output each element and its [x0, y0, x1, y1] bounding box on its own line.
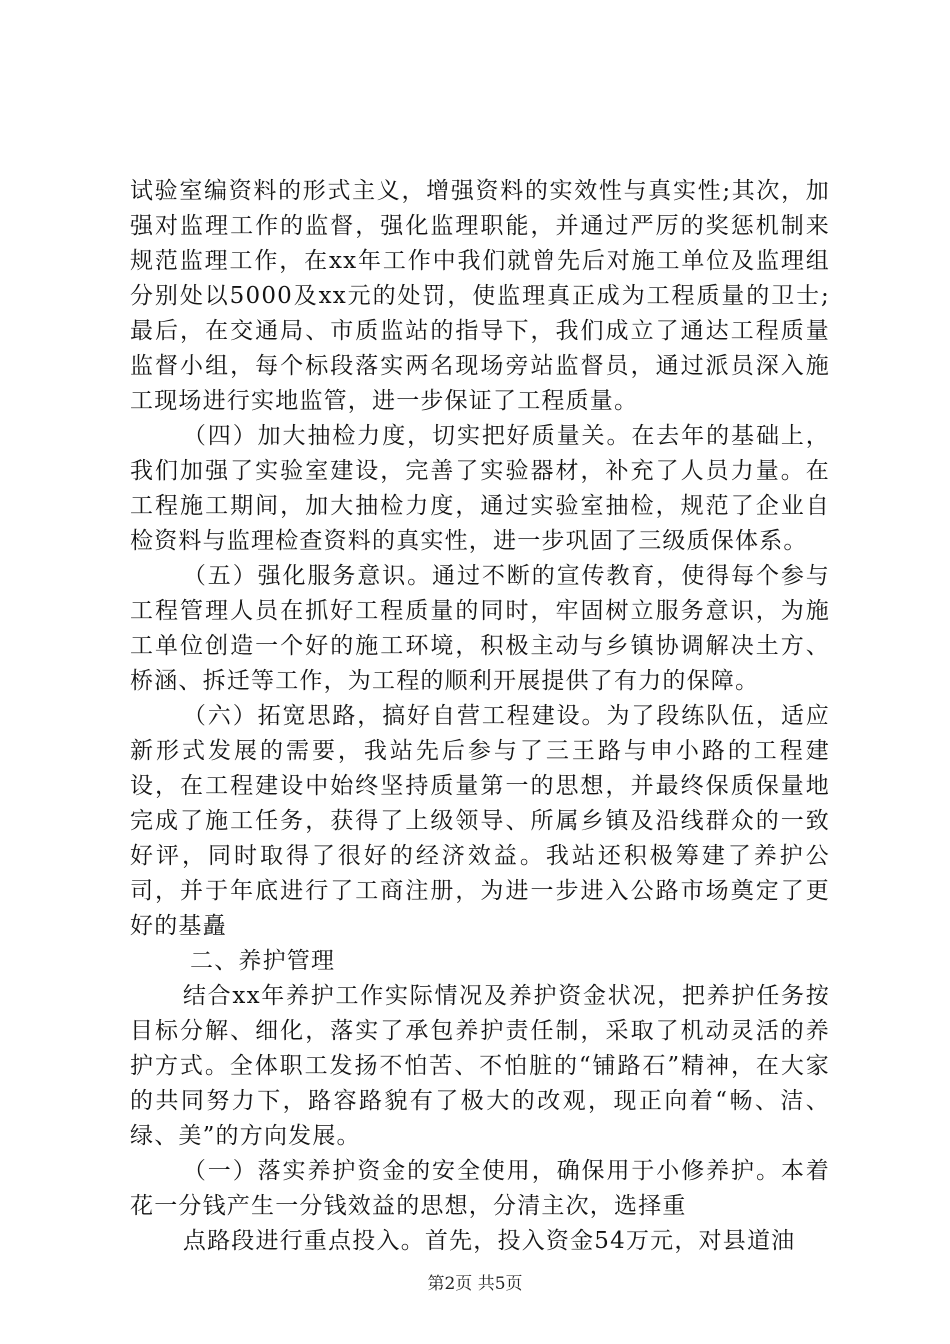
paragraph-key-sections: 点路段进行重点投入。首先，投入资金54万元，对县道油	[182, 1228, 796, 1254]
section-heading-maintenance: 二、养护管理	[190, 948, 336, 974]
paragraph-maintenance-overview: 结合xx年养护工作实际情况及养护资金状况，把养护任务按目标分解、细化，落实了承包养护责任制，采取了机动灵活的养护方式。全体职工发扬不怕苦、不怕脏的“铺路石”精神，在大家的共同努力下，路容路貌有了极大的改观，现正向着“畅、洁、绿、美”的方向发展。	[130, 983, 830, 1149]
document-body	[130, 174, 830, 1259]
page-number-footer: 第2页 共5页	[427, 1274, 523, 1294]
paragraph-supervision: 试验室编资料的形式主义，增强资料的实效性与真实性;其次，加强对监理工作的监督，强化监理职能，并通过严厉的奖惩机制来规范监理工作，在xx年工作中我们就曾先后对施工单位及监理组分别处以5000及xx元的处罚，使监理真正成为工程质量的卫士;最后，在交通局、市质监站的指导下，我们成立了通达工程质量监督小组，每个标段落实两名现场旁站监督员，通过派员深入施工现场进行实地监管，进一步保证了工程质量。	[130, 178, 830, 414]
paragraph-self-operated-projects: （六）拓宽思路，搞好自营工程建设。为了段练队伍，适应新形式发展的需要，我站先后参与了三王路与申小路的工程建设，在工程建设中始终坚持质量第一的思想，并最终保质保量地完成了施工任务，获得了上级领导、所属乡镇及沿线群众的一致好评，同时取得了很好的经济效益。我站还积极筹建了养护公司，并于年底进行了工商注册，为进一步进入公路市场奠定了更好的基矗	[130, 703, 830, 939]
paragraph-service-awareness: （五）强化服务意识。通过不断的宣传教育，使得每个参与工程管理人员在抓好工程质量的同时，牢固树立服务意识，为施工单位创造一个好的施工环境，积极主动与乡镇协调解决土方、桥涵、拆迁等工作，为工程的顺利开展提供了有力的保障。	[130, 563, 830, 694]
paragraph-maintenance-funds: （一）落实养护资金的安全使用，确保用于小修养护。本着花一分钱产生一分钱效益的思想，分清主次，选择重	[130, 1158, 830, 1219]
paragraph-sampling-inspection: （四）加大抽检力度，切实把好质量关。在去年的基础上，我们加强了实验室建设，完善了实验器材，补充了人员力量。在工程施工期间，加大抽检力度，通过实验室抽检，规范了企业自检资料与监理检查资料的真实性，进一步巩固了三级质保体系。	[130, 423, 830, 554]
